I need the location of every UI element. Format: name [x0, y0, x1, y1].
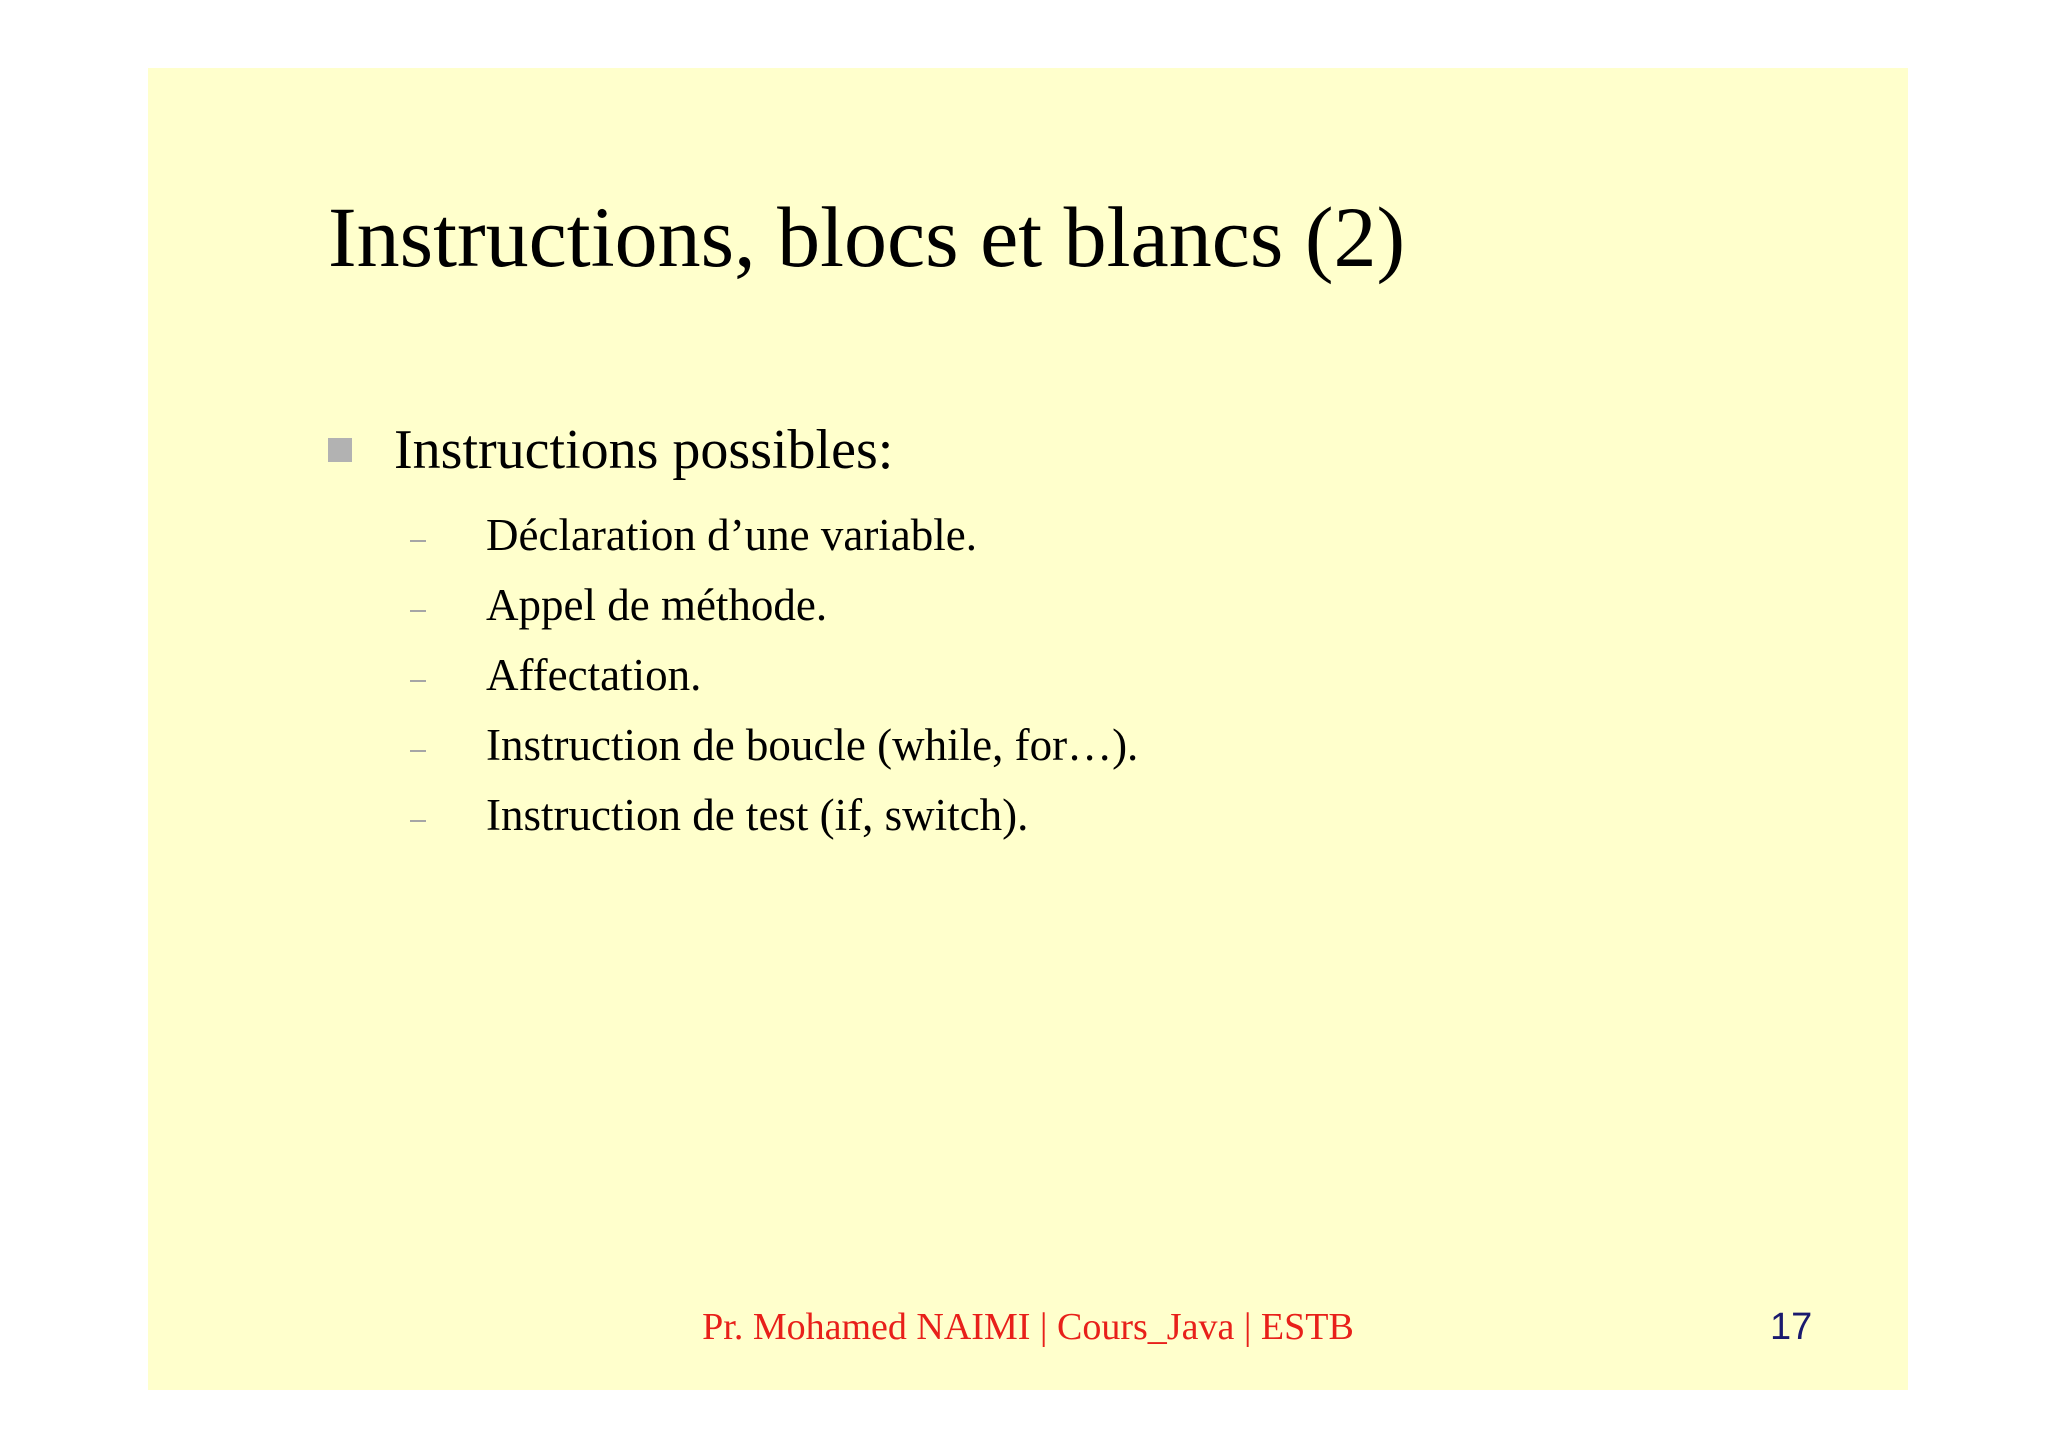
- slide-footer: Pr. Mohamed NAIMI | Cours_Java | ESTB: [702, 1306, 1354, 1348]
- square-bullet-icon: [328, 438, 352, 462]
- dash-bullet-icon: [410, 750, 426, 752]
- sub-bullet-text: Déclaration d’une variable.: [486, 509, 978, 560]
- sub-bullet-list: [410, 500, 1138, 850]
- bullet-text: Instructions possibles:: [394, 419, 894, 481]
- dash-bullet-icon: [410, 820, 426, 822]
- sub-bullet-text: Affectation.: [486, 649, 702, 700]
- page-number: 17: [1770, 1306, 1813, 1348]
- dash-bullet-icon: [410, 680, 426, 682]
- bullet-item: [328, 419, 894, 481]
- slide-title: Instructions, blocs et blancs (2): [328, 189, 1406, 285]
- sub-bullet-item: [410, 780, 1138, 850]
- sub-bullet-text: Appel de méthode.: [486, 579, 828, 630]
- sub-bullet-item: [410, 570, 1138, 640]
- sub-bullet-item: [410, 710, 1138, 780]
- slide: [148, 68, 1908, 1390]
- sub-bullet-item: [410, 500, 1138, 570]
- sub-bullet-text: Instruction de boucle (while, for…).: [486, 719, 1139, 770]
- dash-bullet-icon: [410, 540, 426, 542]
- sub-bullet-text: Instruction de test (if, switch).: [486, 789, 1029, 840]
- dash-bullet-icon: [410, 610, 426, 612]
- sub-bullet-item: [410, 640, 1138, 710]
